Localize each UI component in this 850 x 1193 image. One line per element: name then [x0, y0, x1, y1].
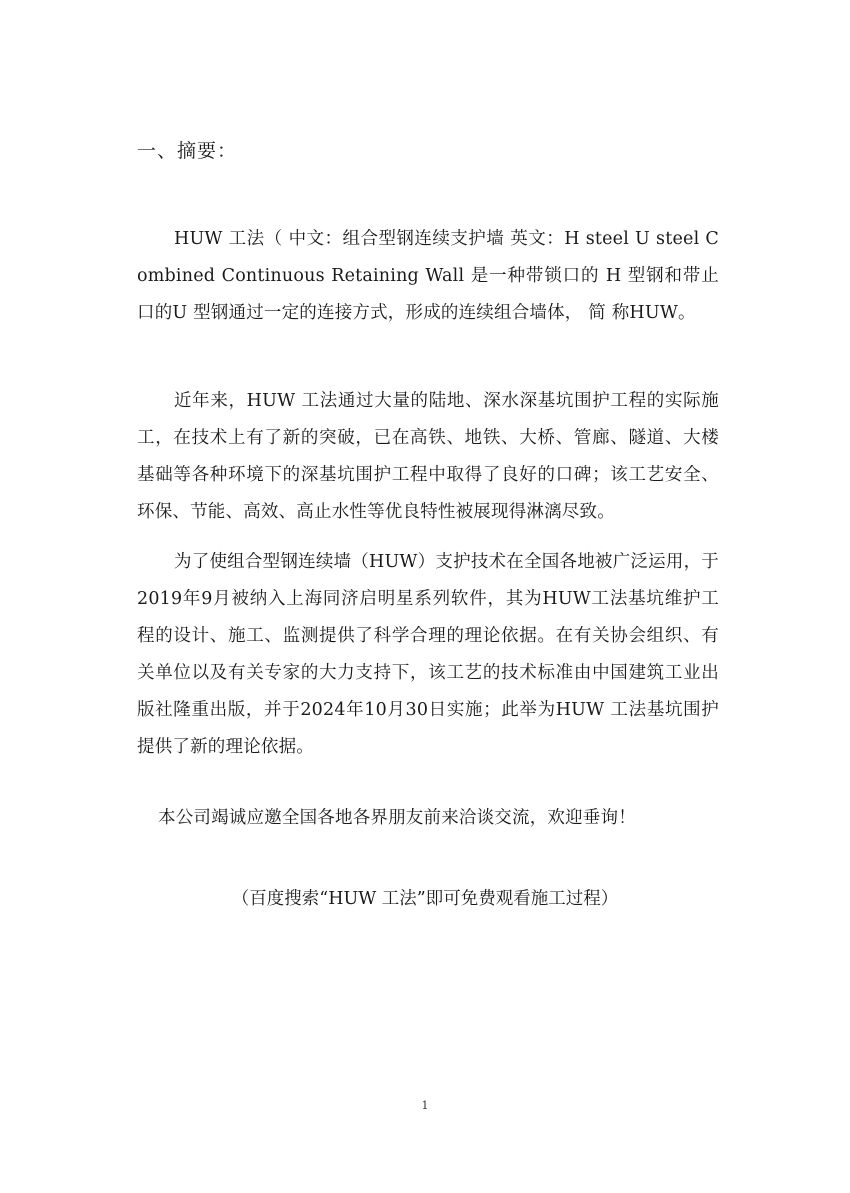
search-hint-text: （百度搜索“HUW 工法”即可免费观看施工过程）: [231, 889, 619, 909]
paragraph-recent-progress: 近年来，HUW 工法通过大量的陆地、深水深基坑围护工程的实际施工，在技术上有了新的突破，已在高铁、地铁、大桥、管廊、隧道、大楼基础等各种环境下的深基坑围护工程中取得了良好的口碑；该工艺安全、环保、节能、高效、高止水性等优良特性被展现得淋漓尽致。: [137, 391, 719, 522]
paragraph-introduction: HUW 工法（ 中文：组合型钢连续支护墙 英文：H steel U steel Combined Continuous Retaining Wall 是一种带锁口的 H 型钢和带止口的U 型钢通过一定的连接方式，形成的连续组合墙体， 简 称HUW。: [137, 229, 719, 323]
invitation-text: 本公司竭诚应邀全国各地各界朋友前来洽谈交流，欢迎垂询！: [158, 808, 636, 828]
section-heading: 一、摘要：: [137, 140, 238, 162]
page-number: 1: [421, 1099, 429, 1112]
paragraph-standards: 为了使组合型钢连续墙（HUW）支护技术在全国各地被广泛运用，于2019年9月被纳入上海同济启明星系列软件，其为HUW工法基坑维护工程的设计、施工、监测提供了科学合理的理论依据。在有关协会组织、有关单位以及有关专家的大力支持下，该工艺的技术标准由中国建筑工业出版社隆重出版，并于2024年10月30日实施；此举为HUW 工法基坑围护提供了新的理论依据。: [137, 552, 719, 757]
